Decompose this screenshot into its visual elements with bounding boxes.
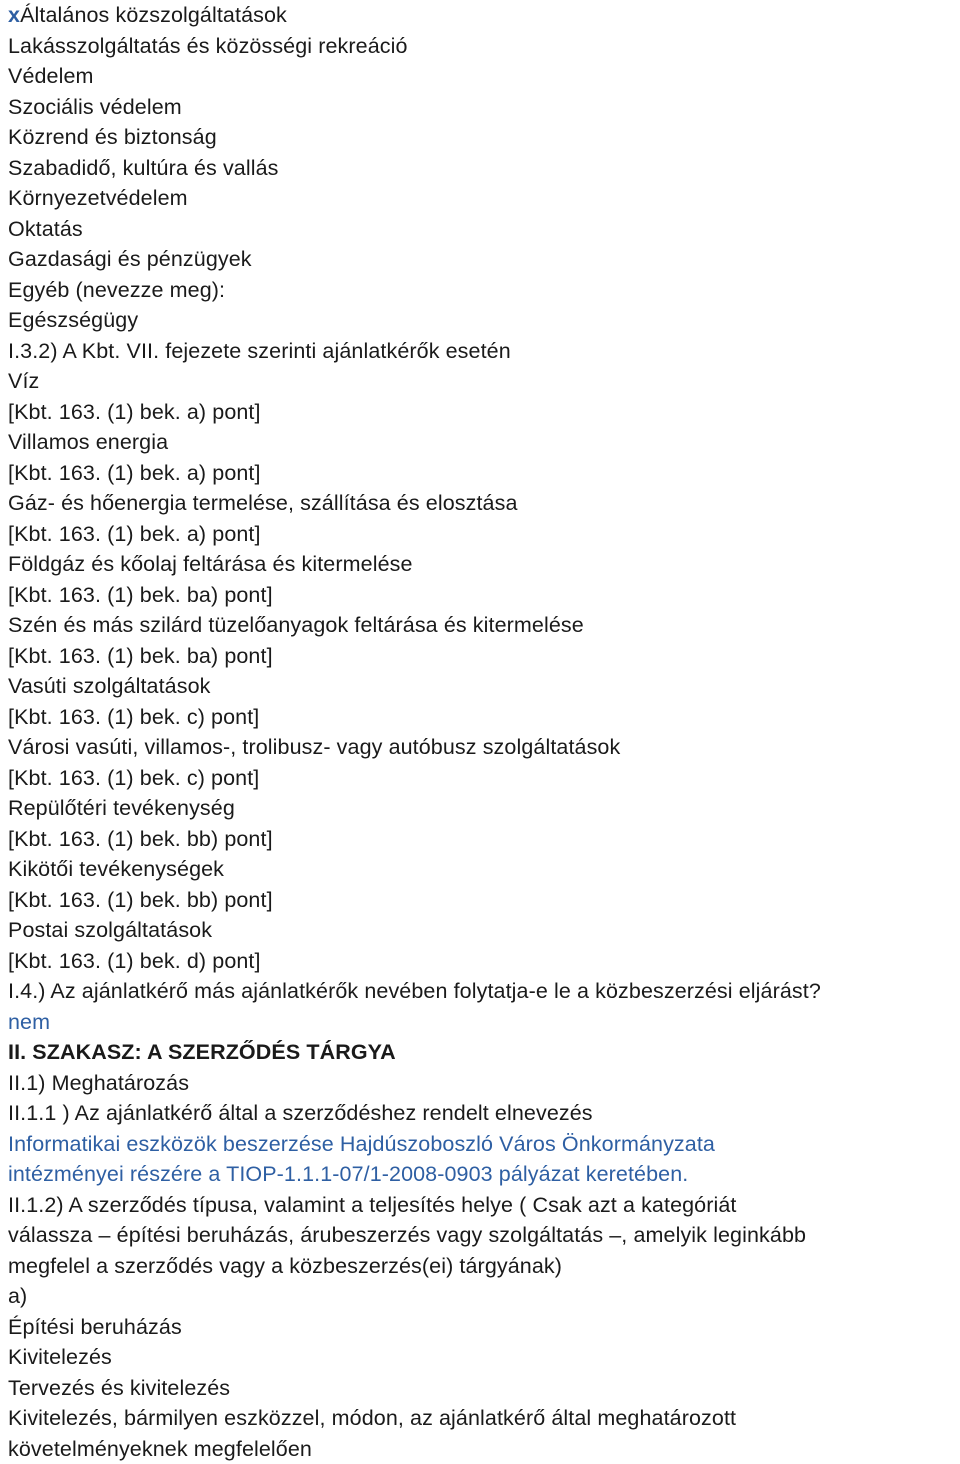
utility-item: Gáz- és hőenergia termelése, szállítása és elosztása [8, 491, 518, 515]
activity-defence: Védelem [8, 64, 94, 88]
contract-name-line: Informatikai eszközök beszerzése Hajdúszoboszló Város Önkormányzata [8, 1131, 715, 1156]
utility-reference: [Kbt. 163. (1) bek. a) pont] [8, 399, 261, 424]
section-i4-question: I.4.) Az ajánlatkérő más ajánlatkérők nevében folytatja-e le a közbeszerzési eljárást? [8, 979, 821, 1003]
activity-recreation: Szabadidő, kultúra és vallás [8, 155, 279, 180]
activity-environment: Környezetvédelem [8, 186, 188, 210]
utility-item: Villamos energia [8, 430, 169, 454]
utility-reference: [Kbt. 163. (1) bek. c) pont] [8, 704, 260, 729]
utility-reference: [Kbt. 163. (1) bek. bb) pont] [8, 887, 273, 912]
section-i4-answer: nem [8, 1009, 51, 1034]
utility-item: Szén és más szilárd tüzelőanyagok feltárása és kitermelése [8, 613, 584, 637]
utility-item: Városi vasúti, villamos-, trolibusz- vagy autóbusz szolgáltatások [8, 735, 621, 759]
activity-public-order: Közrend és biztonság [8, 125, 217, 149]
work-option: követelményeknek megfelelően [8, 1436, 312, 1461]
work-type-label: Építési beruházás [8, 1314, 182, 1339]
section-ii11-heading: II.1.1 ) Az ajánlatkérő által a szerződéshez rendelt elnevezés [8, 1101, 593, 1125]
activity-housing: Lakásszolgáltatás és közösségi rekreáció [8, 33, 408, 58]
utility-reference: [Kbt. 163. (1) bek. bb) pont] [8, 826, 273, 851]
section-ii1-heading: II.1) Meghatározás [8, 1070, 190, 1095]
section-ii12-text: II.1.2) A szerződés típusa, valamint a teljesítés helye ( Csak azt a kategóriát [8, 1192, 737, 1217]
utility-reference: [Kbt. 163. (1) bek. ba) pont] [8, 643, 273, 668]
section-ii12-text: válassza – építési beruházás, árubeszerzés vagy szolgáltatás –, amelyik leginkább [8, 1223, 807, 1247]
activity-health: Egészségügy [8, 308, 139, 332]
utility-reference: [Kbt. 163. (1) bek. a) pont] [8, 521, 261, 546]
work-option: Kivitelezés, bármilyen eszközzel, módon, az ajánlatkérő által meghatározott [8, 1406, 737, 1430]
utility-item: Földgáz és kőolaj feltárása és kitermelése [8, 552, 413, 576]
activity-economic-financial: Gazdasági és pénzügyek [8, 247, 252, 271]
activity-social-protection: Szociális védelem [8, 94, 182, 119]
option-a-label: a) [8, 1284, 28, 1308]
utility-item: Postai szolgáltatások [8, 918, 213, 942]
activity-general-public-services [8, 0, 960, 31]
work-option: Kivitelezés [8, 1345, 112, 1369]
utility-reference: [Kbt. 163. (1) bek. c) pont] [8, 765, 260, 790]
activity-label: Általános közszolgáltatások [20, 3, 287, 27]
checkbox-mark: x [8, 3, 21, 27]
contract-name-line: intézményei részére a TIOP-1.1.1-07/1-2008-0903 pályázat keretében. [8, 1162, 689, 1186]
utility-reference: [Kbt. 163. (1) bek. ba) pont] [8, 582, 273, 607]
work-option: Tervezés és kivitelezés [8, 1375, 231, 1400]
utility-reference: [Kbt. 163. (1) bek. d) pont] [8, 948, 261, 973]
activity-education: Oktatás [8, 216, 83, 241]
utility-item: Repülőtéri tevékenység [8, 796, 235, 820]
utility-item: Kikötői tevékenységek [8, 857, 225, 881]
section-ii12-text: megfelel a szerződés vagy a közbeszerzés(ei) tárgyának) [8, 1253, 563, 1278]
section-i32-heading: I.3.2) A Kbt. VII. fejezete szerinti ajánlatkérők esetén [8, 338, 511, 363]
utility-item: Víz [8, 369, 40, 393]
utility-reference: [Kbt. 163. (1) bek. a) pont] [8, 460, 261, 485]
activity-other: Egyéb (nevezze meg): [8, 277, 226, 302]
utility-item: Vasúti szolgáltatások [8, 674, 211, 698]
section-ii-title: II. SZAKASZ: A SZERZŐDÉS TÁRGYA [8, 1040, 396, 1064]
